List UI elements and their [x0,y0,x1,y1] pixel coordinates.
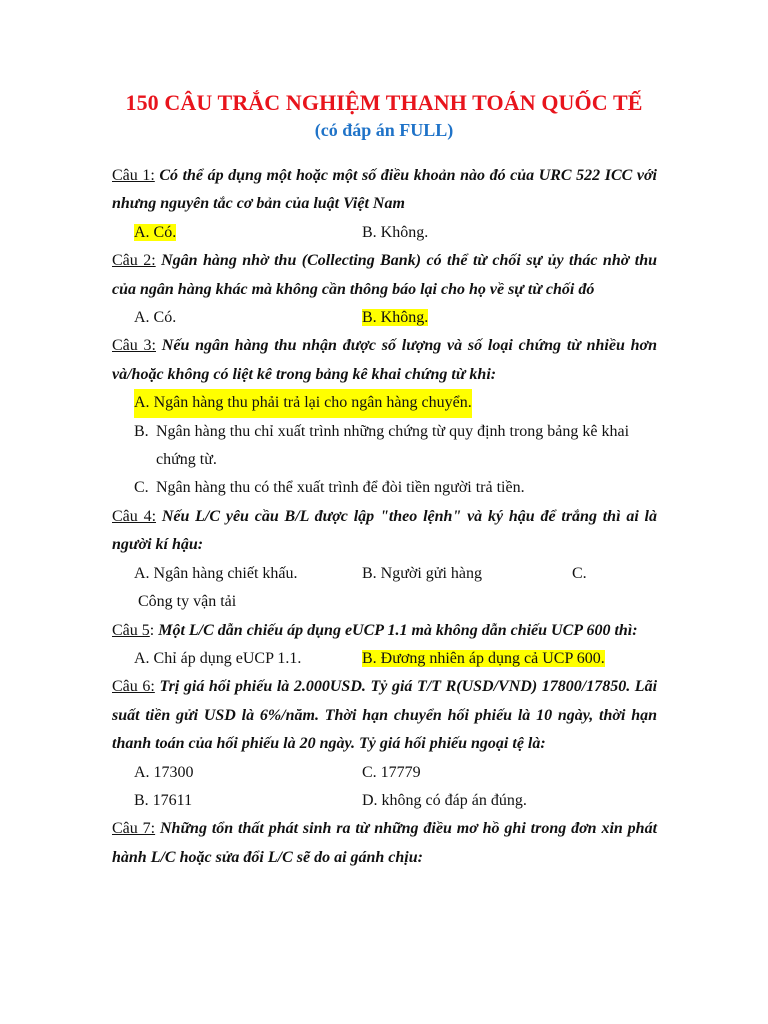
options-row [112,560,657,588]
question-text: Những tổn thất phát sinh ra từ những điều mơ hồ ghi trong đơn xin phát hành L/C hoặc sửa đổi L/C sẽ do ai gánh chịu: [112,820,658,866]
option-letter: C. [134,479,149,497]
question-separator: : [149,621,155,639]
question-list [112,162,657,872]
option-b: B. Người gửi hàng [362,564,483,582]
question-label: Câu 3: [112,337,156,355]
option-a: A. Có. [134,309,177,327]
option-a: A. Ngân hàng chiết khấu. [134,564,298,582]
option-a-answer [134,389,657,417]
document-title: 150 CÂU TRẮC NGHIỆM THANH TOÁN QUỐC TẾ [125,90,643,115]
option-text: Ngân hàng thu có thể xuất trình để đòi tiền người trả tiền. [156,479,525,497]
question-7 [112,815,657,872]
options-row [112,759,657,787]
question-label: Câu 7: [112,820,156,838]
question-label: Câu 4: [112,507,157,525]
question-text: Có thể áp dụng một hoặc một số điều khoản nào đó của URC 522 ICC với nhưng nguyên tắc cơ bản của luật Việt Nam [112,167,657,213]
option-a: A. Chỉ áp dụng eUCP 1.1. [134,649,302,667]
question-text: Trị giá hối phiếu là 2.000USD. Tỷ giá T/T R(USD/VND) 17800/17850. Lãi suất tiền gửi USD là 6%/năm. Thời hạn chuyển hối phiếu là 10 ngày, thời hạn thanh toán của hối phiếu là 20 ngày. Tỷ giá hối phiếu ngoại tệ là: [112,678,658,753]
question-5 [112,617,657,645]
question-label: Câu 2: [112,252,156,270]
option-c-wrapped-text: Công ty vận tải [138,593,237,611]
option-c: C. 17779 [362,763,421,781]
question-label: Câu 1: [112,167,155,184]
question-2 [112,247,657,304]
options-row [112,219,657,247]
question-label: Câu 6: [112,678,155,696]
options-list [112,389,657,503]
option-b: B. 17611 [134,791,193,809]
option-b-answer: B. Đương nhiên áp dụng cả UCP 600. [362,649,605,667]
options-row [112,304,657,332]
options-row [112,645,657,673]
option-b: B. Không. [362,223,429,241]
option-text: Ngân hàng thu phải trả lại cho ngân hàng chuyển. [153,394,472,412]
options-row [112,787,657,815]
question-4 [112,503,657,560]
option-d: D. không có đáp án đúng. [362,791,527,809]
question-text: Ngân hàng nhờ thu (Collecting Bank) có thể từ chối sự ủy thác nhờ thu của ngân hàng khác mà không cần thông báo lại cho họ về sự từ chối đó [112,252,658,298]
option-b-answer: B. Không. [362,309,429,327]
question-text: Nếu ngân hàng thu nhận được số lượng và số loại chứng từ nhiều hơn và/hoặc không có liệt kê trong bảng kê khai chứng từ khi: [112,337,658,383]
question-6 [112,673,657,758]
option-c [134,474,657,502]
option-c: C. [572,564,587,582]
option-a-answer: A. Có. [134,223,177,241]
question-text: Nếu L/C yêu cầu B/L được lập "theo lệnh" và ký hậu để trắng thì ai là người kí hậu: [112,507,658,554]
option-letter: B. [134,422,149,440]
option-letter: A. [134,394,150,412]
document-subtitle: (có đáp án FULL) [314,120,454,140]
option-a: A. 17300 [134,763,194,781]
question-text: Một L/C dẫn chiếu áp dụng eUCP 1.1 mà không dẫn chiếu UCP 600 thì: [158,621,638,639]
option-text: Ngân hàng thu chỉ xuất trình những chứng từ quy định trong bảng kê khai chứng từ. [156,422,630,469]
question-label: Câu 5 [112,621,150,639]
question-3 [112,332,657,389]
question-1 [112,162,657,219]
option-b [134,418,657,475]
